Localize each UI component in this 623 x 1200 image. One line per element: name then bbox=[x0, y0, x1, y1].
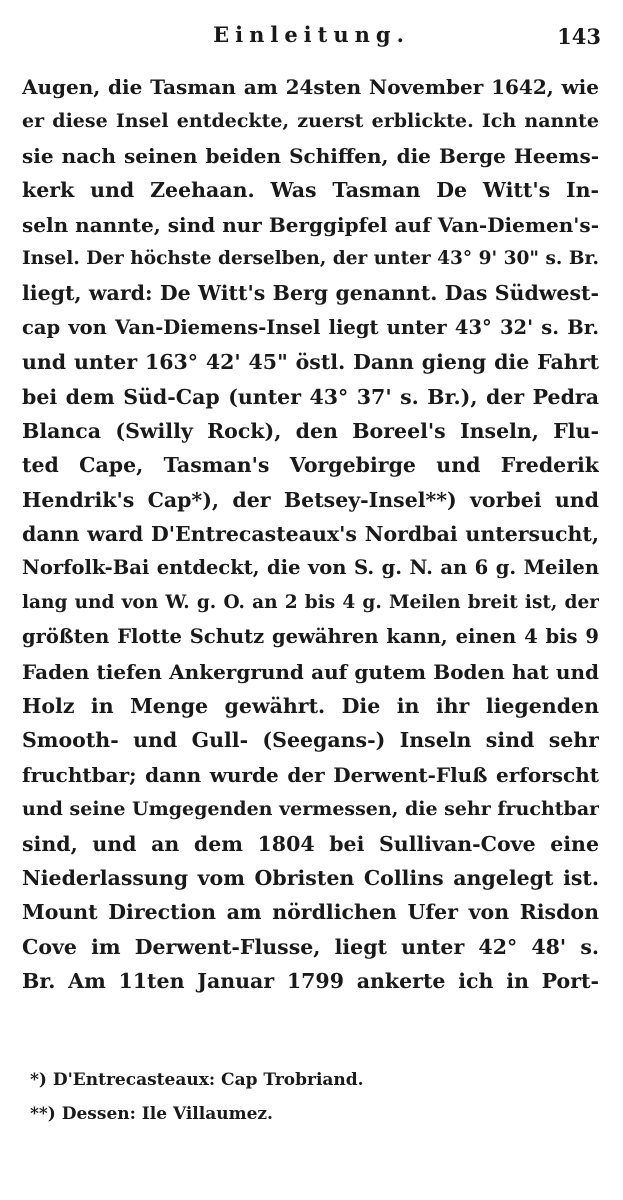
text-line: bei dem Süd-Cap (unter 43° 37' s. Br.), der Pedra bbox=[22, 384, 599, 409]
text-line: Faden tiefen Ankergrund auf gutem Boden hat und bbox=[22, 659, 599, 684]
text-line: Cove im Derwent-Flusse, liegt unter 42° 48' s. bbox=[22, 934, 599, 959]
text-line: Smooth- und Gull- (Seegans-) Inseln sind sehr bbox=[22, 728, 599, 753]
text-line: Br. Am 11ten Januar 1799 ankerte ich in Port- bbox=[22, 969, 599, 994]
footnote: **) Dessen: Ile Villaumez. bbox=[30, 1104, 273, 1124]
text-line: Hendrik's Cap*), der Betsey-Insel**) vorbei und bbox=[22, 487, 599, 512]
text-line: lang und von W. g. O. an 2 bis 4 g. Meilen breit ist, der bbox=[22, 591, 599, 613]
text-line: Blanca (Swilly Rock), den Boreel's Inseln, Flu- bbox=[22, 418, 599, 443]
chapter-title: Einleitung. bbox=[213, 22, 410, 47]
body-text bbox=[22, 70, 599, 999]
text-line: cap von Van-Diemens-Insel liegt unter 43° 32' s. Br. bbox=[22, 315, 599, 339]
text-line: Niederlassung vom Obristen Collins angelegt ist. bbox=[22, 865, 599, 890]
footnotes bbox=[30, 1063, 590, 1131]
text-line: Mount Direction am nördlichen Ufer von Risdon bbox=[22, 900, 599, 925]
page-number: 143 bbox=[557, 24, 601, 49]
text-line: fruchtbar; dann wurde der Derwent-Fluß erforscht bbox=[22, 762, 599, 787]
text-line: Holz in Menge gewährt. Die in ihr liegenden bbox=[22, 694, 599, 719]
text-line: dann ward D'Entrecasteaux's Nordbai untersucht, bbox=[22, 522, 599, 547]
text-line: liegt, ward: De Witt's Berg genannt. Das Südwest- bbox=[22, 281, 599, 306]
text-line: ted Cape, Tasman's Vorgebirge und Frederik bbox=[22, 453, 599, 478]
running-head bbox=[0, 14, 623, 54]
text-line: sind, und an dem 1804 bei Sullivan-Cove eine bbox=[22, 831, 599, 856]
text-line: größten Flotte Schutz gewähren kann, einen 4 bis 9 bbox=[22, 625, 599, 649]
text-line: er diese Insel entdeckte, zuerst erblickte. Ich nannte bbox=[22, 110, 599, 133]
text-line: sie nach seinen beiden Schiffen, die Berge Heems- bbox=[22, 143, 599, 168]
text-line: und unter 163° 42' 45" östl. Dann gieng die Fahrt bbox=[22, 350, 599, 375]
text-line: Insel. Der höchste derselben, der unter 43° 9' 30" s. Br. bbox=[22, 247, 599, 269]
text-line: seln nannte, sind nur Berggipfel auf Van-Diemen's- bbox=[22, 212, 599, 237]
text-line: und seine Umgegenden vermessen, die sehr fruchtbar bbox=[22, 798, 599, 821]
text-line: kerk und Zeehaan. Was Tasman De Witt's In- bbox=[22, 178, 599, 203]
text-line: Augen, die Tasman am 24sten November 1642, wie bbox=[22, 75, 599, 99]
text-line: Norfolk-Bai entdeckt, die von S. g. N. an 6 g. Meilen bbox=[22, 556, 599, 580]
footnote: *) D'Entrecasteaux: Cap Trobriand. bbox=[30, 1070, 364, 1090]
